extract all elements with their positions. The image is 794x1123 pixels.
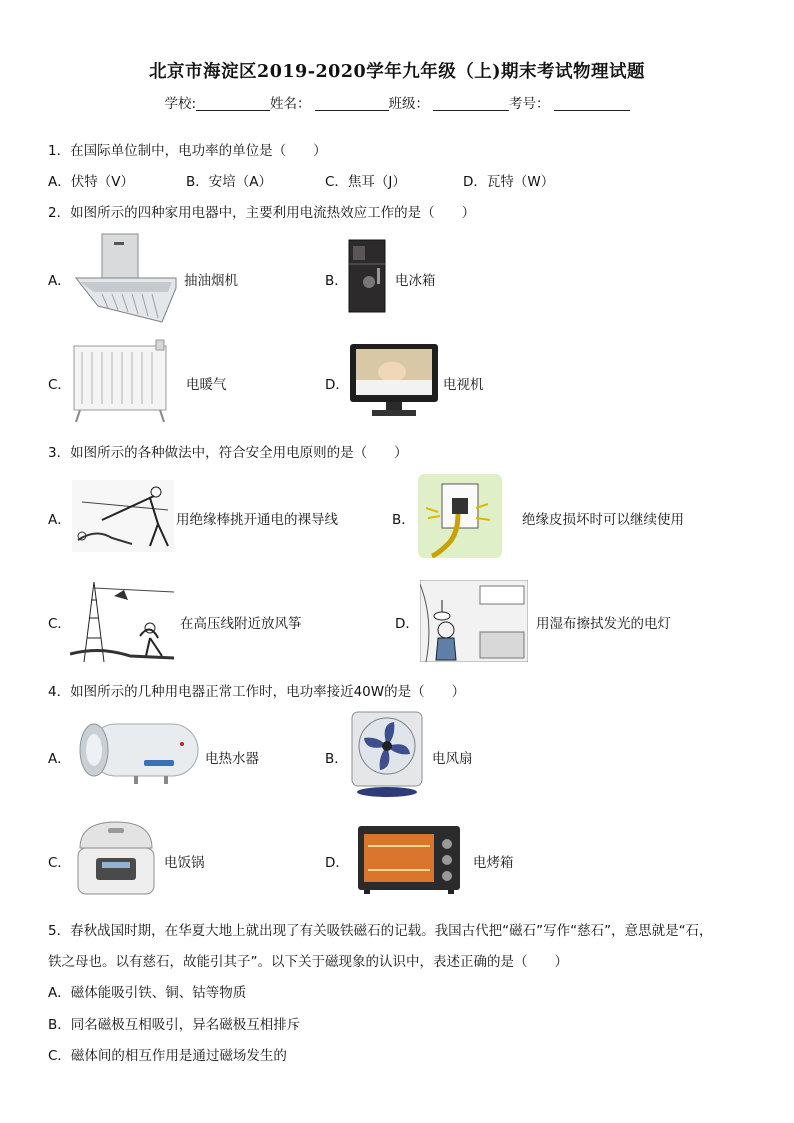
question-1-stem: 1．在国际单位制中，电功率的单位是（ ） [48,143,327,159]
question-2-option-d-letter[interactable]: D． [325,377,349,393]
question-2-option-c-letter[interactable]: C． [48,377,71,393]
question-3-option-d-letter[interactable]: D． [395,616,419,632]
question-4-option-b-text: 电风扇 [432,751,473,767]
question-1-option-a[interactable]: A．伏特（V） [48,174,134,190]
question-3-option-c-letter[interactable]: C． [48,616,71,632]
question-2-option-c-text: 电暖气 [186,377,227,393]
electric-oven-icon [356,824,462,896]
question-4-option-b-letter[interactable]: B． [325,751,348,767]
question-3-option-a-text: 用绝缘棒挑开通电的裸导线 [176,512,338,528]
question-3-option-b-letter[interactable]: B． [392,512,415,528]
question-3-option-d-text: 用湿布擦拭发光的电灯 [536,616,671,632]
question-3-option-c-text: 在高压线附近放风筝 [180,616,302,632]
question-4-option-d-letter[interactable]: D． [325,855,349,871]
question-2-stem: 2．如图所示的四种家用电器中，主要利用电流热效应工作的是（ ） [48,205,476,221]
class-blank[interactable] [433,96,509,111]
question-1-option-b[interactable]: B．安培（A） [186,174,272,190]
question-4-option-c-text: 电饭锅 [164,855,205,871]
question-5-option-a[interactable]: A．磁体能吸引铁、铜、钴等物质 [48,985,247,1001]
question-2-option-a-letter[interactable]: A． [48,273,71,289]
student-info-line [0,92,794,112]
question-3-option-b-text: 绝缘皮损坏时可以继续使用 [522,512,684,528]
number-label: 考号： [509,96,550,112]
question-5-option-b[interactable]: B．同名磁极互相吸引，异名磁极互相排斥 [48,1017,301,1033]
question-2-option-d-text: 电视机 [443,377,484,393]
wet-cloth-lamp-icon [420,580,528,662]
range-hood-icon [72,230,182,326]
kite-powerline-icon [70,578,174,662]
question-5-stem-line-1: 5．春秋战国时期，在华夏大地上就出现了有关吸铁磁石的记载。我国古代把“磁石”写作“慈石”，意思就是“石， [48,923,713,939]
question-1-option-c[interactable]: C．焦耳（J） [325,174,406,190]
insulating-rod-icon [72,480,174,552]
question-4-option-a-letter[interactable]: A． [48,751,71,767]
name-label: 姓名： [270,96,311,112]
school-label: 学校: [164,96,197,112]
school-blank[interactable] [196,96,270,111]
question-1-option-d[interactable]: D．瓦特（W） [463,174,555,190]
question-4-option-a-text: 电热水器 [205,751,259,767]
question-2-option-a-text: 抽油烟机 [184,273,238,289]
question-4-option-d-text: 电烤箱 [473,855,514,871]
damaged-plug-icon [418,474,502,558]
electric-fan-icon [350,710,424,798]
water-heater-icon [74,716,204,788]
question-3-stem: 3．如图所示的各种做法中，符合安全用电原则的是（ ） [48,445,408,461]
question-2-option-b-text: 电冰箱 [395,273,436,289]
question-3-option-a-letter[interactable]: A． [48,512,71,528]
number-blank[interactable] [554,96,630,111]
refrigerator-icon [347,238,387,314]
question-2-option-b-letter[interactable]: B． [325,273,348,289]
question-4-option-c-letter[interactable]: C． [48,855,71,871]
name-blank[interactable] [315,96,389,111]
rice-cooker-icon [72,818,160,900]
class-label: 班级： [388,96,430,112]
question-4-stem: 4．如图所示的几种用电器正常工作时，电功率接近40W的是（ ） [48,684,466,700]
television-icon [348,342,440,420]
electric-heater-icon [72,338,172,424]
question-5-option-c[interactable]: C．磁体间的相互作用是通过磁场发生的 [48,1048,287,1064]
page-title: 北京市海淀区2019-2020学年九年级（上)期末考试物理试题 [149,62,645,82]
question-5-stem-line-2: 铁之母也。以有慈石，故能引其子”。以下关于磁现象的认识中，表述正确的是（ ） [48,954,568,970]
